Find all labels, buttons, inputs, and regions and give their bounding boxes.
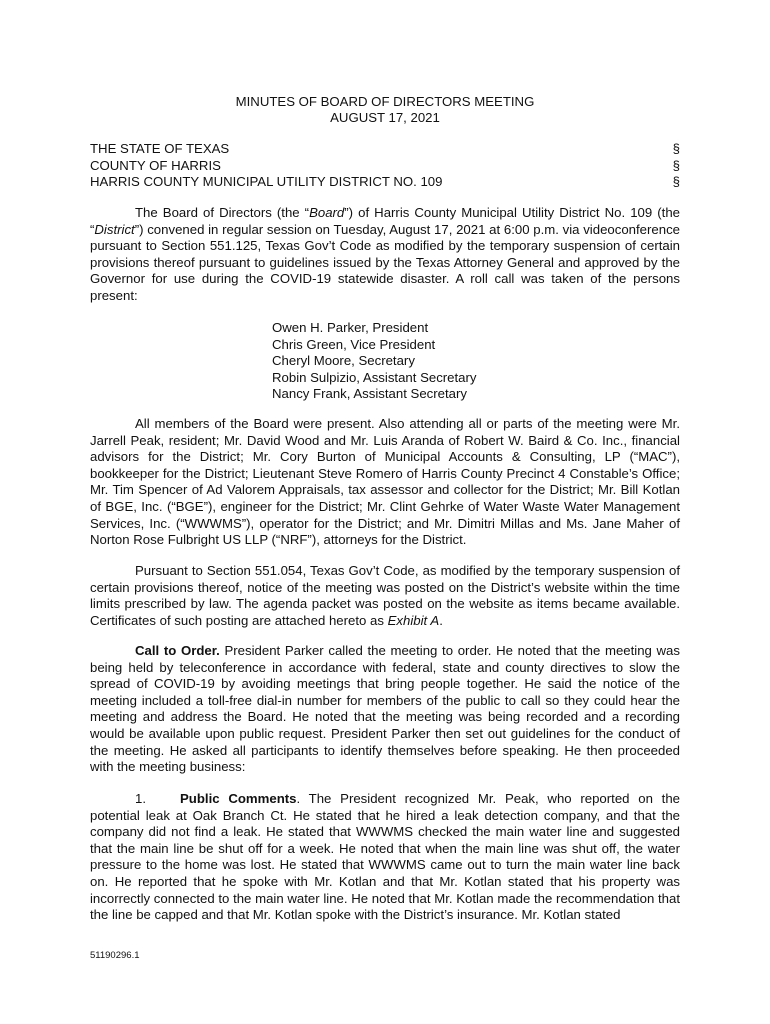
call-to-order-text: President Parker called the meeting to order. He noted that the meeting was being held by teleconference in accordance with federal, state and county directives to slow the spread of COVID-19 by avoiding meetings that bring people together. He said the notice of the meeting included a toll-free dial-in number for members of the public to call so they could hear the meeting and address the Board. He noted that the meeting was being recorded and a recording would be available upon public request. President Parker then set out guidelines for the conduct of the meeting. He asked all participants to identify themselves before speaking. He then proceeded with the meeting business:	[90, 643, 680, 775]
attendee-list	[272, 320, 477, 403]
title-line-1: MINUTES OF BOARD OF DIRECTORS MEETING	[235, 94, 535, 109]
attendee: Nancy Frank, Assistant Secretary	[272, 386, 467, 402]
document-title	[0, 94, 770, 126]
intro-text-b: ”) of Harris County Municipal Utility District No. 109 (the “	[90, 205, 681, 237]
notice-end: .	[439, 612, 443, 628]
section-mark: §	[672, 141, 680, 156]
section-mark: §	[672, 157, 680, 173]
section-mark: §	[672, 174, 680, 189]
attendee: Owen H. Parker, President	[272, 320, 429, 335]
intro-district-term: District	[94, 221, 135, 237]
intro-board-term: Board	[309, 205, 345, 220]
call-to-order-paragraph	[90, 643, 680, 776]
attendee: Chris Green, Vice President	[272, 336, 436, 352]
public-comments-heading: Public Comments	[180, 791, 297, 806]
caption-text: COUNTY OF HARRIS	[90, 157, 221, 173]
attendee: Robin Sulpizio, Assistant Secretary	[272, 369, 477, 385]
caption-text: HARRIS COUNTY MUNICIPAL UTILITY DISTRICT NO. 109	[90, 174, 443, 189]
intro-text-a: The Board of Directors (the “	[135, 205, 310, 220]
item-number: 1.	[135, 791, 146, 806]
caption-row	[90, 174, 680, 191]
caption-row	[90, 141, 680, 158]
notice-paragraph	[90, 563, 680, 629]
attendee: Cheryl Moore, Secretary	[272, 353, 415, 369]
caption-row	[90, 158, 680, 175]
present-text: All members of the Board were present. Also attending all or parts of the meeting were Mr. Jarrell Peak, resident; Mr. David Wood and Mr. Luis Aranda of Robert W. Baird & Co. Inc., financial advisors for the District; Mr. Cory Burton of Municipal Accounts & Consulting, LP (“MAC”), bookkeeper for the District; Lieutenant Steve Romero of Harris County Precinct 4 Constable’s Office; Mr. Tim Spencer of Ad Valorem Appraisals, tax assessor and collector for the District; Mr. Bill Kotlan of BGE, Inc. (“BGE”), engineer for the District; Mr. Clint Gehrke of Water Waste Water Management Services, Inc. (“WWWMS”), operator for the District; and Mr. Dimitri Millas and Ms. Jane Maher of Norton Rose Fulbright US LLP (“NRF”), attorneys for the District.	[90, 416, 680, 548]
title-line-2: AUGUST 17, 2021	[330, 110, 440, 125]
caption-text: THE STATE OF TEXAS	[90, 141, 230, 156]
intro-paragraph	[90, 205, 680, 305]
notice-text: Pursuant to Section 551.054, Texas Gov’t Code, as modified by the temporary suspension of certain provisions thereof, notice of the meeting was posted on the District’s website within the time limits prescribed by law. The agenda packet was posted on the website as items became available. Certificates of such posting are attached hereto as	[90, 563, 680, 628]
document-footer-id: 51190296.1	[90, 950, 140, 961]
case-caption	[90, 141, 680, 191]
call-to-order-heading: Call to Order.	[135, 643, 220, 658]
present-paragraph	[90, 416, 680, 549]
public-comments-text: . The President recognized Mr. Peak, who reported on the potential leak at Oak Branch Ct. He stated that he hired a leak detection company, and that the company did not find a leak. He stated that WWWMS checked the main water line and suggested that the main line be shut off for a week. He noted that when the main line was shut off, the water pressure to the home was lost. He stated that WWWMS came out to turn the main water line back on. He reported that he spoke with Mr. Kotlan and that Mr. Kotlan stated that his property was incorrectly connected to the main water line. He noted that Mr. Kotlan made the recommendation that the line be capped and that Mr. Kotlan spoke with the District’s insurance. Mr. Kotlan stated	[90, 791, 680, 923]
exhibit-reference: Exhibit A	[387, 612, 440, 628]
intro-text-c: ”) convened in regular session on Tuesday, August 17, 2021 at 6:00 p.m. via videoconference pursuant to Section 551.125, Texas Gov’t Code as modified by the temporary suspension of certain provisions thereof pursuant to guidelines issued by the Texas Attorney General and approved by the Governor for use during the COVID-19 statewide disaster. A roll call was taken of the persons present:	[90, 221, 680, 303]
public-comments-paragraph	[90, 791, 680, 924]
